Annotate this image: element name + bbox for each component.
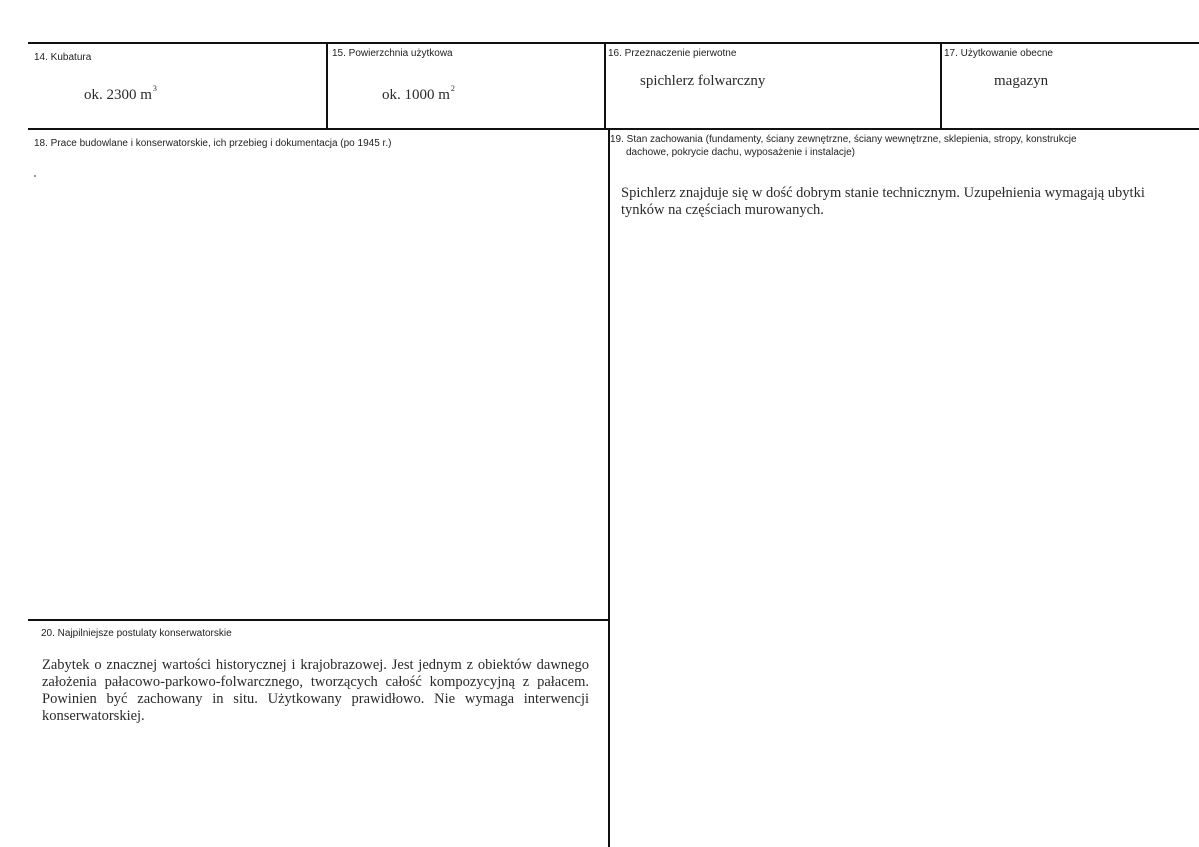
stray-mark xyxy=(34,175,36,177)
field-14-value-text: ok. 2300 m xyxy=(84,87,152,103)
divider-15-16 xyxy=(604,42,606,130)
divider-18-19 xyxy=(608,128,610,847)
field-20-text: Zabytek o znacznej wartości historycznej i krajobrazowej. Jest jednym z obiektów dawnego założenia pałacowo-parkowo-folwarcznego, tworzących całość kompozycyjną z pałacem. Powinien być zachowany in situ. Użytkowany prawidłowo. Nie wymaga interwencji konserwatorskiej. xyxy=(42,657,589,724)
field-19-label: 19. Stan zachowania (fundamenty, ściany zewnętrzne, ściany wewnętrzne, sklepienia, stropy, konstrukcje xyxy=(610,134,1077,145)
field-14-label: 14. Kubatura xyxy=(34,52,92,63)
divider-16-17 xyxy=(940,42,942,130)
top-border-line xyxy=(28,42,1199,44)
field-15-label: 15. Powierzchnia użytkowa xyxy=(332,48,453,59)
field-16-value: spichlerz folwarczny xyxy=(640,73,766,89)
field-19-label-continued: dachowe, pokrycie dachu, wyposażenie i instalacje) xyxy=(626,147,856,158)
field-20-label: 20. Najpilniejsze postulaty konserwatorskie xyxy=(41,628,232,639)
divider-14-15 xyxy=(326,42,328,130)
field-17-label: 17. Użytkowanie obecne xyxy=(944,48,1053,59)
field-15-value xyxy=(382,82,455,104)
field-17-value: magazyn xyxy=(994,73,1049,89)
field-15-value-text: ok. 1000 m xyxy=(382,87,450,103)
section-20-top-line xyxy=(28,619,610,621)
row-divider-line xyxy=(28,128,1199,130)
field-14-value xyxy=(84,82,157,104)
field-18-label: 18. Prace budowlane i konserwatorskie, ich przebieg i dokumentacja (po 1945 r.) xyxy=(34,138,392,149)
field-14-unit-superscript: 3 xyxy=(152,84,157,93)
field-15-unit-superscript: 2 xyxy=(450,84,455,93)
field-16-label: 16. Przeznaczenie pierwotne xyxy=(608,48,737,59)
field-19-text: Spichlerz znajduje się w dość dobrym stanie technicznym. Uzupełnienia wymagają ubytki tynków na częściach murowanych. xyxy=(621,185,1145,218)
